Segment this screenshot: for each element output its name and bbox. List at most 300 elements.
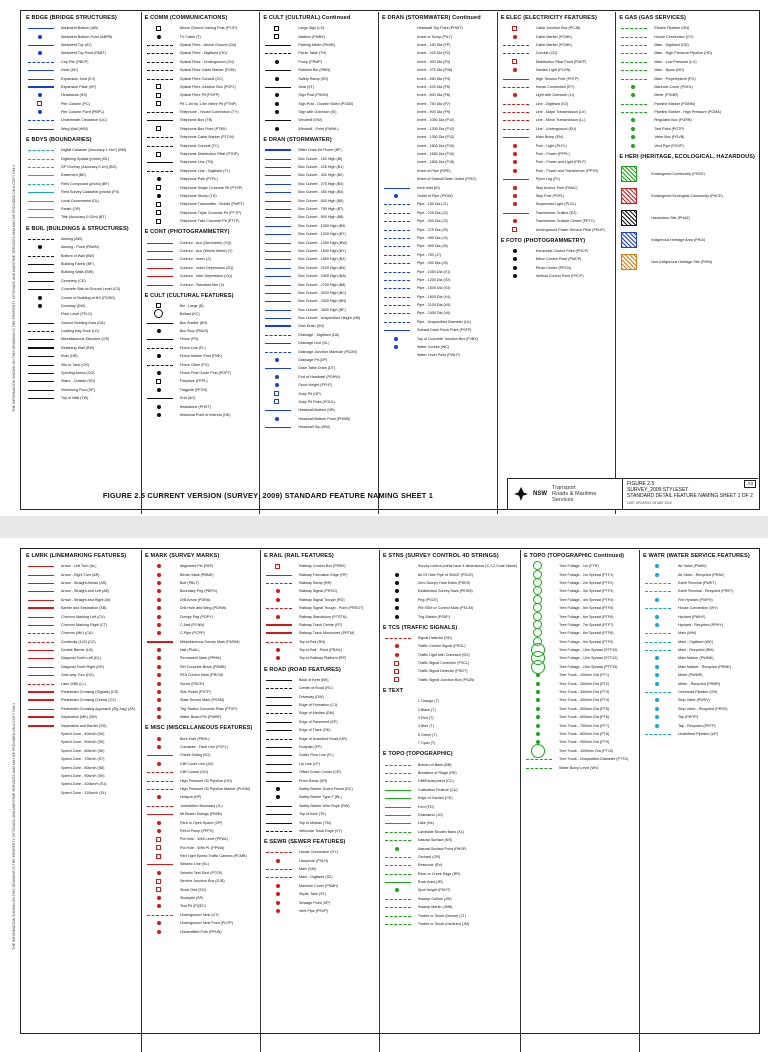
legend-symbol-dash — [145, 168, 175, 174]
legend-item — [26, 205, 138, 213]
legend-item — [382, 116, 494, 124]
legend-section-e-bdge-bridge-structures — [26, 15, 138, 133]
legend-symbol-dot — [145, 563, 175, 569]
legend-label: Sewage Point (SP) — [298, 900, 331, 905]
legend-item — [383, 786, 517, 794]
legend-label: Drainage Junction Manhole (PDJM) — [298, 349, 357, 354]
legend-label: Field Compound (photo) (BF) — [61, 181, 109, 186]
legend-label: Railway Formation Edge (RF) — [298, 572, 348, 577]
legend-label: Conduit (CD) — [535, 51, 558, 56]
legend-symbol-bigcircle — [524, 748, 554, 754]
legend-label: Earth Terminal - Recycled (PRET) — [678, 589, 734, 594]
legend-symbol-text — [26, 731, 56, 737]
legend-item — [145, 100, 257, 108]
legend-item — [524, 612, 636, 620]
legend-label: Parking Meter (PKME) — [298, 42, 336, 47]
legend-symbol-dash — [619, 50, 649, 56]
legend-label: Seismic Test Shot (PTSS) — [179, 870, 223, 875]
legend-symbol-dash — [382, 302, 412, 308]
legend-symbol-bar — [26, 723, 56, 729]
legend-item — [145, 41, 257, 49]
legend-label: Fence Line (FL) — [179, 345, 206, 350]
legend-label: Crevasse - Fault Line (PCFL) — [179, 745, 228, 749]
legend-label: Cemetery (CE) — [61, 278, 86, 283]
legend-item — [263, 289, 375, 297]
legend-item — [382, 83, 494, 91]
legend-symbol-line — [263, 298, 293, 304]
legend-symbol-line — [263, 67, 293, 73]
legend-label: Manhole Cover (PGHL) — [654, 84, 693, 89]
legend-label: Peg (PSCE) — [417, 597, 438, 602]
legend-label: Endangered Ecological Community (PHCE) — [651, 193, 723, 198]
legend-symbol-dot — [263, 92, 293, 98]
legend-symbol-dash — [382, 294, 412, 300]
legend-section-e-heri-heritage-ecological-hazardous — [619, 154, 755, 273]
legend-item — [145, 902, 257, 910]
legend-item — [263, 280, 375, 288]
legend-symbol-text — [383, 715, 413, 721]
legend-item — [643, 679, 755, 687]
legend-item — [643, 730, 755, 738]
legend-label: Invert - 225 Dia (P2) — [417, 51, 451, 56]
legend-label: Pot Hole - Well Level (PPWL) — [179, 837, 229, 842]
legend-item — [501, 255, 613, 263]
legend-label: Windmill - Point (PWML) — [298, 126, 339, 131]
legend-symbol-line — [145, 273, 175, 279]
legend-symbol-dot — [383, 846, 413, 852]
legend-label: Unidentified Pole (PPUN) — [179, 929, 222, 934]
legend-item — [383, 836, 517, 844]
legend-label: Driveway (DW) — [298, 694, 324, 699]
legend-symbol-dot — [264, 647, 294, 653]
legend-item — [145, 705, 257, 713]
legend-label: Underneath Clearance (UC) — [61, 118, 107, 123]
legend-symbol-text — [383, 563, 413, 569]
legend-symbol-dash — [501, 84, 531, 90]
legend-symbol-line — [264, 744, 294, 750]
legend-symbol-line — [383, 879, 413, 885]
legend-symbol-dash — [26, 181, 56, 187]
legend-symbol-dot — [643, 706, 673, 712]
section-title: E WATR (WATER SERVICE FEATURES) — [643, 553, 750, 559]
legend-symbol-line — [264, 719, 294, 725]
legend-label: Awning (AW) — [61, 236, 83, 241]
legend-symbol-line — [26, 672, 56, 678]
legend-label: Headstone (PHST) — [179, 404, 211, 409]
legend-label: Invert - 1050 Dia (P10) — [417, 118, 455, 123]
legend-label: Pedestrian Crossing (Zebra) (CZ) — [61, 698, 116, 703]
legend-symbol-dot — [264, 786, 294, 792]
legend-label: Tree Trunk - Unspecified Diameter (PTTU) — [559, 757, 629, 762]
org-line-2: Roads & Maritime — [552, 491, 597, 497]
legend-item — [501, 41, 613, 49]
legend-item — [382, 301, 494, 309]
legend-symbol-dot — [264, 655, 294, 661]
legend-symbol-text — [383, 707, 413, 713]
legend-label: Main - Low Pressure (LG) — [654, 59, 697, 64]
legend-item — [26, 260, 138, 268]
legend-item — [26, 713, 138, 721]
legend-symbol-box — [383, 677, 413, 683]
legend-symbol-dash — [383, 778, 413, 784]
legend-item — [145, 835, 257, 843]
legend-symbol-box — [145, 878, 175, 884]
section-title: E MARK (SURVEY MARKS) — [144, 553, 220, 559]
legend-item — [383, 579, 517, 587]
legend-label: Flagpole (PFGS) — [179, 387, 208, 392]
legend-item — [264, 570, 376, 578]
legend-symbol-dot — [524, 714, 554, 720]
legend-symbol-dot — [643, 655, 673, 661]
legend-label: Breakline of Ridge (RE) — [417, 771, 457, 775]
legend-section-e-foto-photogrammetry — [501, 238, 613, 281]
legend-label: Invert - 525 Dia (P5) — [417, 84, 451, 89]
legend-item — [643, 696, 755, 704]
legend-item — [145, 125, 257, 133]
legend-item — [263, 398, 375, 406]
title-block-info — [623, 479, 758, 509]
legend-item — [26, 251, 138, 259]
heritage-hatch-icon — [621, 166, 637, 182]
legend-label: Abutment Bottom Point (ABPB) — [61, 34, 113, 39]
legend-label: Stock Grid (SG) — [179, 887, 206, 892]
legend-symbol-dot — [524, 672, 554, 678]
legend-symbol-dash — [619, 59, 649, 65]
sidebar-text: THE INFORMATION SHOWN ON THIS DRAWING IS THE PROPERTY OF ROADS AND MARITIME SERVICES AND MAY BE PROVIDED ON A COPY ONLY — [12, 164, 16, 412]
legend-symbol-dot — [145, 404, 175, 410]
legend-item — [145, 663, 257, 671]
legend-label: Bottom of Wall (BW) — [61, 253, 95, 258]
legend-symbol-circle — [145, 311, 175, 317]
org-line-1: Transport — [552, 485, 576, 491]
legend-item — [26, 705, 138, 713]
legend-symbol-dash — [383, 904, 413, 910]
legend-symbol-dot — [264, 794, 294, 800]
legend-symbol-dot — [619, 134, 649, 140]
legend-symbol-dash — [383, 913, 413, 919]
legend-label: Sporting Arena (OO) — [61, 371, 95, 376]
legend-symbol-box — [263, 391, 293, 397]
legend-section-e-stns-survey-control-4d-strings — [383, 553, 517, 621]
legend-symbol-text — [382, 101, 412, 107]
legend-item — [26, 58, 138, 66]
legend-symbol-bar — [263, 323, 293, 329]
legend-symbol-box — [263, 399, 293, 405]
legend-item — [263, 389, 375, 397]
legend-symbol-text — [26, 781, 56, 787]
legend-item — [524, 679, 636, 687]
legend-label: Speed Zone - 70km/h (S7) — [61, 757, 105, 762]
legend-symbol-dot — [643, 597, 673, 603]
legend-label: Grid (AG) — [179, 396, 196, 401]
legend-label: Field Survey Cadastral (photo) (FS) — [61, 190, 120, 195]
legend-label: Invert - 600 Dia (P6) — [417, 93, 451, 98]
legend-item — [619, 133, 755, 141]
legend-label: Box Culvert - 1800 High (BZ) — [298, 257, 346, 262]
legend-item — [382, 125, 494, 133]
legend-label: Box Culvert - 1350 High (BW) — [298, 240, 347, 245]
legend-symbol-dot — [501, 151, 531, 157]
legend-symbol-dot — [524, 731, 554, 737]
legend-symbol-dash — [26, 164, 56, 170]
legend-symbol-circle — [524, 605, 554, 611]
legend-item — [145, 150, 257, 158]
legend-symbol-dash — [145, 803, 175, 809]
legend-section-e-misc-miscellaneous-features — [145, 725, 257, 935]
legend-symbol-dot — [263, 59, 293, 65]
legend-label: Optical Fibre Conduit (OC) — [179, 76, 224, 81]
legend-label: Underground Tank (UT) — [179, 912, 219, 917]
legend-item — [26, 268, 138, 276]
legend-item — [383, 612, 517, 620]
section-title: E MISC (MISCELLANEOUS FEATURES) — [144, 725, 253, 732]
legend-symbol-dot — [524, 697, 554, 703]
section-title: E BDGE (BRIDGE STRUCTURES) — [26, 15, 117, 21]
legend-item — [383, 853, 517, 861]
legend-symbol-dash — [26, 328, 56, 334]
legend-label: Natural Surface (NS) — [417, 838, 453, 843]
legend-symbol-circle — [524, 580, 554, 586]
tb-line-1: FIGURE 2.5 — [627, 481, 655, 487]
legend-symbol-line — [26, 580, 56, 586]
legend-item — [145, 760, 257, 768]
legend-symbol-dot — [643, 723, 673, 729]
legend-symbol-dash — [264, 874, 294, 880]
legend-label: River or Creek Edge (RR) — [417, 871, 461, 876]
legend-symbol-text — [382, 134, 412, 140]
legend-symbol-dash — [501, 50, 531, 56]
legend-label: Pipe - 750 (J7) — [417, 252, 442, 257]
legend-item — [383, 705, 517, 713]
legend-symbol-dot — [145, 706, 175, 712]
legend-symbol-circle — [524, 622, 554, 628]
legend-symbol-dot — [145, 588, 175, 594]
legend-columns — [23, 12, 758, 514]
legend-symbol-dash — [145, 778, 175, 784]
legend-label: Drill Hole and Wing (PDHW) — [179, 606, 227, 611]
legend-symbol-bar — [26, 689, 56, 695]
legend-label: Box Culvert - Unspecified Height (UB) — [298, 316, 361, 321]
legend-item — [26, 235, 138, 243]
legend-label: Box Culvert - 600 High (B5) — [298, 198, 344, 203]
legend-label: Timber or Scrub (medium) (JM) — [417, 922, 470, 927]
legend-symbol-line — [145, 395, 175, 401]
legend-symbol-dash — [145, 134, 175, 140]
nsw-logo — [508, 479, 623, 509]
legend-label: Ethane Pipeline (GN) — [654, 26, 690, 31]
section-title: E FOTO (PHOTOGRAMMETRY) — [500, 237, 586, 244]
legend-label: Stay Pole (PSPL) — [535, 194, 565, 198]
legend-item — [145, 310, 257, 318]
legend-item — [643, 671, 755, 679]
legend-item — [145, 183, 257, 191]
legend-item — [619, 24, 755, 32]
legend-label: Underground Tank Point (PUTP) — [179, 921, 233, 926]
legend-item — [145, 844, 257, 852]
sheet-size: A3 — [744, 480, 756, 488]
legend-item — [145, 394, 257, 402]
legend-item — [26, 763, 138, 771]
legend-symbol-box — [145, 101, 175, 107]
legend-item — [501, 200, 613, 208]
legend-label: Tree Trunk - 600mm Dia (PT6) — [559, 715, 610, 720]
legend-item — [643, 688, 755, 696]
legend-label: Title (Accuracy 0.02m) (BT) — [61, 215, 106, 220]
legend-label: Subsoil Drain Flush Point (PSFP) — [417, 328, 472, 333]
legend-item — [643, 721, 755, 729]
legend-item — [643, 621, 755, 629]
legend-item — [383, 760, 517, 768]
legend-symbol-dot — [145, 744, 175, 750]
legend-symbol-dot — [383, 572, 413, 578]
legend-item — [619, 32, 755, 40]
legend-item — [383, 811, 517, 819]
legend-symbol-dot — [145, 714, 175, 720]
legend-symbol-line — [145, 240, 175, 246]
legend-item — [26, 302, 138, 310]
legend-item — [26, 671, 138, 679]
legend-item — [501, 66, 613, 74]
legend-item — [145, 927, 257, 935]
legend-label: Gully Pit Point (PGUL) — [298, 399, 336, 404]
legend-symbol-dash — [382, 260, 412, 266]
legend-symbol-dot — [382, 344, 412, 350]
legend-label: Contour - Inter Depression (XQ) — [179, 274, 232, 279]
legend-label: Transformer Outside Centre (PETC) — [535, 219, 595, 224]
legend-item — [643, 713, 755, 721]
legend-label: Pipe - 1800 Dia (V4) — [417, 294, 451, 299]
legend-label: 2 Black (T) — [417, 707, 436, 712]
legend-symbol-dash — [524, 756, 554, 762]
section-title: E GAS (GAS SERVICES) — [619, 15, 686, 21]
legend-item — [382, 158, 494, 166]
legend-item — [619, 125, 755, 133]
legend-label: Speed Zone - 110km/h (SL) — [61, 790, 107, 795]
legend-label: Safety Barrier Wire Rope (RW) — [298, 803, 350, 808]
legend-label: Invert of Pipe (PIPE) — [417, 168, 451, 173]
legend-symbol-dot — [145, 370, 175, 376]
legend-label: Headwall Bottom (HB) — [298, 408, 335, 413]
legend-symbol-line — [26, 563, 56, 569]
legend-label: Tree Foliage - 5m Spread (PTF5) — [559, 606, 614, 611]
legend-label: Vent Pipe (PGVP) — [654, 143, 684, 148]
legend-label: Line - Major Transmission (LV) — [535, 110, 586, 115]
legend-item — [263, 272, 375, 280]
legend-label: Box Culvert - 2100 High (B4) — [298, 265, 346, 270]
legend-symbol-line — [263, 307, 293, 313]
legend-label: Arrow - Straight Ahead (AS) — [61, 580, 107, 585]
legend-item — [145, 58, 257, 66]
legend-symbol-line — [263, 164, 293, 170]
legend-item — [643, 654, 755, 662]
legend-label: Earth Terminal (PWET) — [678, 580, 716, 585]
legend-symbol-dot — [643, 714, 673, 720]
legend-item — [643, 705, 755, 713]
legend-symbol-line — [263, 256, 293, 262]
legend-symbol-line — [26, 67, 56, 73]
legend-symbol-text — [382, 109, 412, 115]
legend-symbol-line — [26, 198, 56, 204]
legend-item — [382, 217, 494, 225]
legend-item — [619, 41, 755, 49]
legend-label: Nail (PNAL) — [179, 648, 200, 653]
legend-symbol-dot — [263, 416, 293, 422]
legend-symbol-line — [263, 240, 293, 246]
legend-label: Telephone Triple Concrete Pit (PTTP) — [179, 210, 241, 215]
legend-symbol-line — [263, 290, 293, 296]
legend-label: Silo or Tank (OS) — [61, 362, 90, 367]
legend-label: Traffic Light with Outreach (SO) — [417, 652, 470, 657]
legend-label: Endangered Community (PHCE) — [651, 171, 705, 176]
legend-symbol-dash — [264, 710, 294, 716]
legend-symbol-circle — [524, 588, 554, 594]
legend-label: Line - Minor Transmission (LL) — [535, 118, 586, 123]
legend-item — [26, 116, 138, 124]
legend-symbol-dash — [263, 349, 293, 355]
legend-label: Digital Cadastre (Accuracy 1.0m?) (BM) — [61, 148, 127, 153]
legend-label: Railway Signal Trough (RG) — [298, 597, 345, 602]
legend-symbol-line — [264, 820, 294, 826]
legend-label: Loading Bay Dock (LD) — [61, 329, 100, 334]
legend-symbol-dash — [619, 109, 649, 115]
legend-label: Telephone - House Connection (TY) — [179, 110, 239, 115]
legend-item — [383, 634, 517, 642]
legend-label: Box Culvert - 450 High (B4) — [298, 190, 344, 195]
legend-item — [643, 629, 755, 637]
legend-symbol-dot — [145, 580, 175, 586]
legend-symbol-dash — [26, 117, 56, 123]
legend-item — [145, 327, 257, 335]
legend-item — [501, 91, 613, 99]
legend-symbol-line — [382, 185, 412, 191]
legend-label: Overhead Pipeline (OH) — [678, 690, 718, 695]
tb-line-3: STANDARD DETAIL FEATURE NAMING SHEET 1 OF 2 — [627, 493, 753, 500]
legend-item — [145, 360, 257, 368]
legend-label: 4 Blue (T) — [417, 724, 435, 729]
legend-item — [145, 919, 257, 927]
legend-item — [145, 629, 257, 637]
legend-item — [524, 629, 636, 637]
section-title: E CULT (CULTURAL FEATURES) — [144, 292, 234, 299]
legend-item — [145, 200, 257, 208]
legend-label: Abutment Top Point (PABT) — [61, 51, 106, 56]
legend-item — [382, 351, 494, 359]
section-title: E SEWR (SEWER FEATURES) — [263, 839, 346, 846]
legend-item — [145, 638, 257, 646]
legend-symbol-line — [263, 206, 293, 212]
legend-label: Telephone Conduit (TC) — [179, 143, 219, 148]
legend-label: Grassland (JG) — [417, 812, 443, 817]
legend-symbol-dot — [619, 143, 649, 149]
legend-item — [524, 721, 636, 729]
legend-item — [382, 326, 494, 334]
legend-label: Pole - Light (PLPL) — [535, 143, 567, 148]
legend-item — [26, 747, 138, 755]
legend-symbol-line — [26, 172, 56, 178]
legend-symbol-bar — [26, 84, 56, 90]
legend-symbol-dash — [619, 76, 649, 82]
legend-section-e-cont-photogrammetry — [145, 229, 257, 288]
legend-label: Railway Ramp (RR) — [298, 580, 332, 585]
legend-label: Service Junction Box (EJB) — [179, 879, 225, 884]
legend-label: Pipe - 1200 Dia (V2) — [417, 277, 451, 282]
legend-item — [145, 734, 257, 742]
legend-item — [501, 264, 613, 272]
legend-symbol-dot — [619, 84, 649, 90]
legend-label: Park or Open Space (OP) — [179, 820, 223, 825]
legend-label: State Survey Mark (PSSM) — [179, 698, 225, 703]
legend-item — [619, 83, 755, 91]
